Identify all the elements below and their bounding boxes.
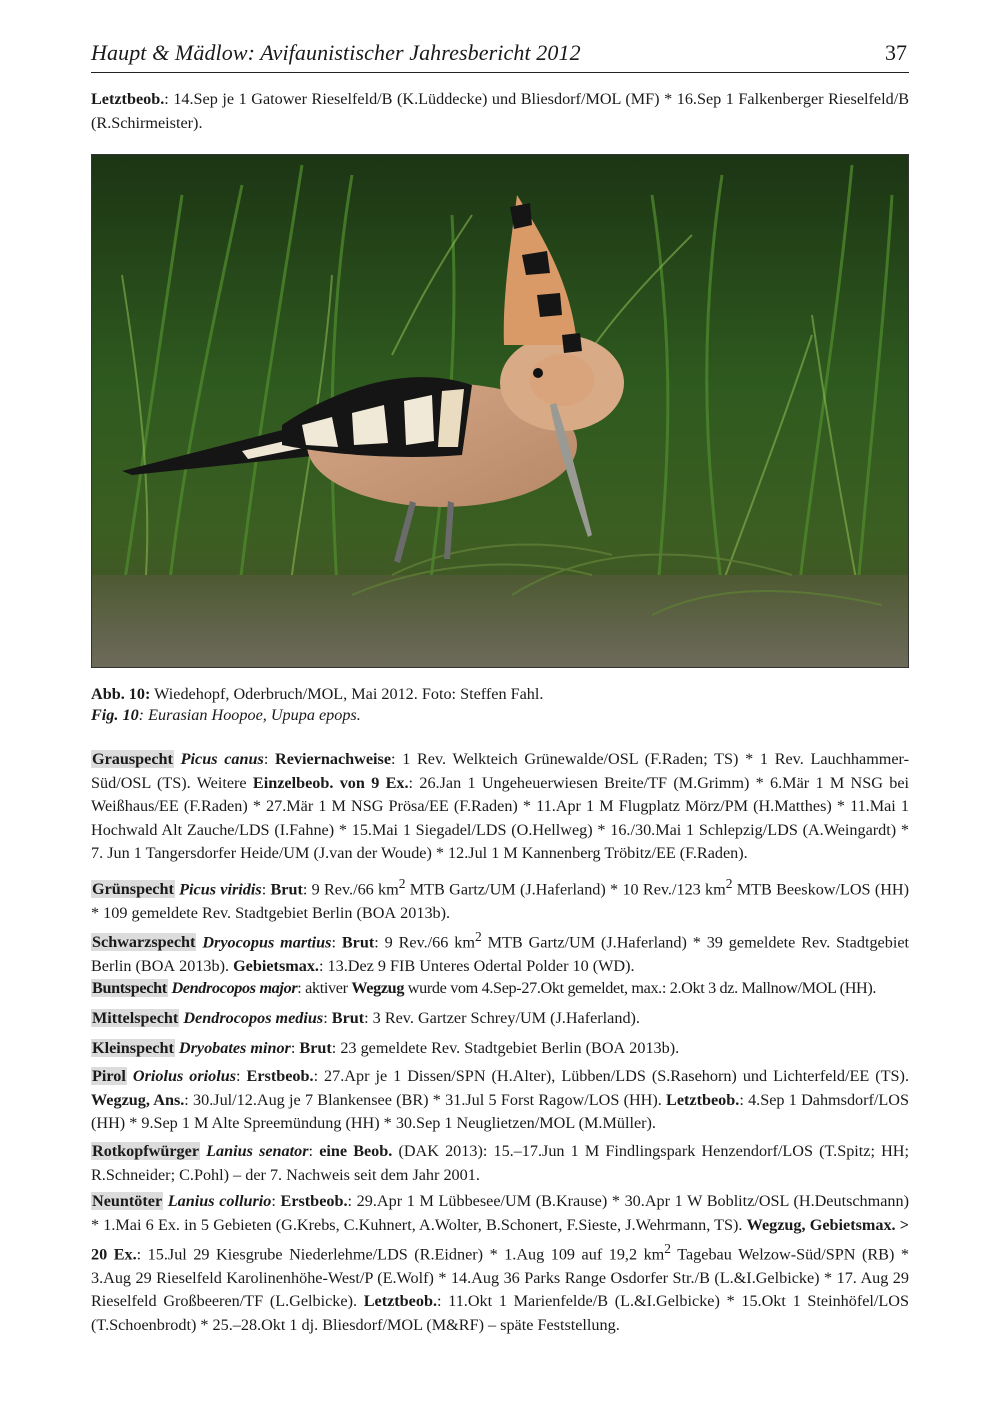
species-name: Rotkopfwürger <box>92 1142 200 1160</box>
entry-text: Tagebau Welzow-Süd/SPN (RB) * 3.Aug 29 Rieselfeld Karolinenhöhe-West/P (E.Wolf) * 14.Aug 36 Parks Range Osdorfer Str./B (L.&I.Gelbicke) * 17. Aug 29 Rieselfeld Großbeeren/TF (L.Gelbicke). <box>91 1245 909 1311</box>
entry-text: 2013b). <box>625 1039 680 1057</box>
species-name: Schwarzspecht <box>92 933 196 952</box>
species-name: Kleinspecht <box>92 1039 174 1057</box>
species-name: Buntspecht <box>92 979 167 997</box>
reference-abbr: BOA <box>591 1039 626 1057</box>
keyword: Brut <box>331 1009 365 1027</box>
figure-caption <box>91 684 543 726</box>
species-name: Grauspecht <box>92 750 173 768</box>
caption-text-en: : Eurasian Hoopoe, Upupa epops. <box>138 706 361 724</box>
keyword: Reviernachweise <box>275 750 392 768</box>
entry-text: : 26.Jan 1 Ungeheuerwiesen Breite/TF (M.Grimm) * 6.Mär 1 M NSG bei Weißhaus/EE (F.Raden) * 27.Mär 1 M NSG Prösa/EE (F.Raden) * 11.Apr 1 M Flugplatz Mörz/PM (H.Matthes) * 11.Mai 1 Hochwald Alt Zauche/LDS (I.Fahne) * 15.Mai 1 Siegadel/LDS (O.Hellweg) * 16./30.Mai 1 Schlepzig/LDS (A.Weingardt) * 7. Jun 1 Tangersdorfer Heide/UM (J.van der Woude) * 12.Jul 1 M Kannenberg Tröbitz/EE (F.Raden). <box>91 773 909 862</box>
entry-gruenspecht: Grünspecht Picus viridis: Brut: 9 Rev./66 $km^2$ MTB Gartz/UM (J.Haferland) * 10 Rev./123 $km^2$ MTB Beeskow/LOS (HH) * 109 gemeldete Rev. Stadtgebiet Berlin (BOA 2013b). <box>91 876 909 922</box>
hoopoe-photo <box>91 154 909 668</box>
entry-text: MTB Gartz/UM (J.Haferland) * 10 Rev./123 km <box>405 880 726 899</box>
entry-text: : 29.Apr 1 M Lübbesee/UM (B.Krause) * 30.Apr 1 W Boblitz/OSL (H.Deutschmann) * 1.Mai 6 Ex. in 5 Gebieten (G.Krebs, C.Kuhnert, A.Wolter, B.Schonert, F.Sieste, J.Wehrmann, TS). <box>91 1192 910 1234</box>
superscript: 2 <box>398 876 406 891</box>
entry-text: 2013): 15.–17.Jun 1 M Findlingspark Henzendorf/LOS (T.Spitz; HH; R.Schneider; C.Pohl) – der 7. Nachweis seit dem Jahr 2001. <box>91 1142 909 1184</box>
superscript: 2 <box>664 1241 672 1256</box>
entry-rotkopfwuerger: Rotkopfwürger Lanius senator: eine Beob. (DAK 2013): 15.–17.Jun 1 M Findlingspark Henzendorf/LOS (T.Spitz; HH; R.Schneider; C.Pohl) – der 7. Nachweis seit dem Jahr 2001. <box>91 1142 909 1184</box>
caption-text-de: Wiedehopf, Oderbruch/MOL, Mai 2012. Foto: Steffen Fahl. <box>150 685 544 703</box>
keyword: Letztbeob. <box>363 1292 437 1311</box>
keyword: Letztbeob. <box>666 1090 740 1109</box>
keyword: Brut <box>299 1039 332 1057</box>
superscript: 2 <box>725 876 733 891</box>
species-name: Pirol <box>92 1067 126 1085</box>
entry-text: : 11.Okt 1 Marienfelde/B (L.&I.Gelbicke) * 15.Okt 1 Steinhöfel/LOS (T.Schoenbrodt) * 25.–28.Okt 1 dj. Bliesdorf/MOL (M&RF) – späte Feststellung. <box>91 1292 909 1334</box>
scientific-name: Picus canus <box>180 750 264 768</box>
scientific-name: Lanius senator <box>206 1142 309 1160</box>
entry-text: 2013b). <box>175 956 234 975</box>
caption-label-de: Abb. 10: <box>91 685 151 703</box>
entry-text: wurde vom 4.Sep-27.Okt gemeldet, max.: 2.Okt 3 dz. Mallnow/MOL (HH). <box>404 979 877 997</box>
keyword: Brut <box>270 880 303 899</box>
species-name: Mittelspecht <box>92 1009 179 1027</box>
entry-text: ( <box>392 1142 404 1160</box>
scientific-name: Oriolus oriolus <box>132 1067 237 1085</box>
species-name: Grünspecht <box>92 880 174 899</box>
scientific-name: Dendrocopos medius <box>183 1009 324 1027</box>
lead-paragraph <box>91 88 909 135</box>
reference-abbr: DAK <box>403 1142 439 1160</box>
keyword: Wegzug <box>351 979 405 997</box>
species-name: Neuntöter <box>92 1192 163 1210</box>
entry-buntspecht <box>91 977 909 1001</box>
entry-text: : 30.Jul/12.Aug je 7 Blankensee (BR) * 31.Jul 5 Forst Ragow/LOS (HH). <box>184 1090 667 1109</box>
keyword: eine Beob. <box>319 1142 393 1160</box>
caption-english <box>91 705 543 726</box>
keyword: Einzelbeob. von 9 Ex. <box>252 773 409 792</box>
lead-label: Letztbeob. <box>91 90 165 108</box>
entry-text: : 23 gemeldete Rev. Stadtgebiet Berlin ( <box>331 1039 592 1057</box>
journal-title: Haupt & Mädlow: Avifaunistischer Jahresbericht 2012 <box>91 40 581 65</box>
keyword: Erstbeob. <box>246 1067 314 1085</box>
keyword: Erstbeob. <box>280 1192 348 1210</box>
entry-mittelspecht: Mittelspecht Dendrocopos medius: Brut: 3 Rev. Gartzer Schrey/UM (J.Haferland). <box>92 1009 640 1027</box>
entry-text: : 13.Dez 9 FIB Unteres Odertal Polder 10 (WD). <box>318 956 635 975</box>
hoopoe-photo-illustration <box>92 155 908 667</box>
entry-text: : 9 Rev./66 km <box>302 880 399 899</box>
keyword: Wegzug, Gebietsmax. > 20 Ex. <box>91 1215 910 1264</box>
entry-text: : 4.Sep 1 Dahmsdorf/LOS (HH) * 9.Sep 1 M Alte Spreemündung (HH) * 30.Sep 1 Neuglietzen/MOL (M.Müller). <box>91 1090 909 1132</box>
entry-text: : 9 Rev./66 km <box>374 933 475 952</box>
caption-label-en: Fig. 10 <box>91 706 139 724</box>
entry-neuntoeter: Neuntöter Lanius collurio: Erstbeob.: 29.Apr 1 M Lübbesee/UM (B.Krause) * 30.Apr 1 W Boblitz/OSL (H.Deutschmann) * 1.Mai 6 Ex. in 5 Gebieten (G.Krebs, C.Kuhnert, A.Wolter, B.Schonert, F.Sieste, J.Wehrmann, TS). Wegzug, Gebietsmax. > 20 Ex.: 15.Jul 29 Kiesgrube Niederlehme/LDS (R.Eidner) * 1.Aug 109 auf 19,2 $km^2$ Tagebau Welzow-Süd/SPN (RB) * 3.Aug 29 Rieselfeld Karolinenhöhe-West/P (E.Wolf) * 14.Aug 36 Parks Range Osdorfer Str./B (L.&I.Gelbicke) * 17. Aug 29 Rieselfeld Großbeeren/TF (L.Gelbicke). Letztbeob.: 11.Okt 1 Marienfelde/B (L.&I.Gelbicke) * 15.Okt 1 Steinhöfel/LOS (T.Schoenbrodt) * 25.–28.Okt 1 dj. Bliesdorf/MOL (M&RF) – späte Feststellung. <box>91 1192 910 1334</box>
reference-abbr: BOA <box>140 956 176 975</box>
entry-text: MTB Gartz/UM (J.Haferland) * 39 gemeldete Rev. Stadtgebiet Berlin ( <box>91 933 910 975</box>
keyword: Brut <box>341 933 375 952</box>
keyword: Gebietsmax. <box>233 956 319 975</box>
keyword: Wegzug, Ans. <box>91 1090 185 1109</box>
entry-grauspecht: Grauspecht Picus canus: Reviernachweise: 1 Rev. Welkteich Grünewalde/OSL (F.Raden; TS) * 1 Rev. Lauchhammer-Süd/OSL (TS). Weitere Einzelbeob. von 9 Ex.: 26.Jan 1 Ungeheuerwiesen Breite/TF (M.Grimm) * 6.Mär 1 M NSG bei Weißhaus/EE (F.Raden) * 27.Mär 1 M NSG Prösa/EE (F.Raden) * 11.Apr 1 M Flugplatz Mörz/PM (H.Matthes) * 11.Mai 1 Hochwald Alt Zauche/LDS (I.Fahne) * 15.Mai 1 Siegadel/LDS (O.Hellweg) * 16./30.Mai 1 Schlepzig/LDS (A.Weingardt) * 7. Jun 1 Tangersdorfer Heide/UM (J.van der Woude) * 12.Jul 1 M Kannenberg Tröbitz/EE (F.Raden). <box>91 750 910 862</box>
entry-schwarzspecht: Schwarzspecht Dryocopus martius: Brut: 9 Rev./66 $km^2$ MTB Gartz/UM (J.Haferland) * 39 gemeldete Rev. Stadtgebiet Berlin (BOA 2013b). Gebietsmax.: 13.Dez 9 FIB Unteres Odertal Polder 10 (WD). <box>91 929 910 975</box>
entry-text: : 3 Rev. Gartzer Schrey/UM (J.Haferland). <box>364 1009 640 1027</box>
entry-kleinspecht: Kleinspecht Dryobates minor: Brut: 23 gemeldete Rev. Stadtgebiet Berlin (BOA 2013b). <box>92 1039 680 1057</box>
scientific-name: Picus viridis <box>179 880 262 899</box>
entry-text: : aktiver <box>297 979 352 997</box>
entry-text: : 15.Jul 29 Kiesgrube Niederlehme/LDS (R.Eidner) * 1.Aug 109 auf 19,2 km <box>136 1245 665 1264</box>
entry-text: : 27.Apr je 1 Dissen/SPN (H.Alter), Lübben/LDS (S.Rasehorn) und Lichterfeld/EE (TS). <box>313 1067 909 1085</box>
entry-pirol: Pirol Oriolus oriolus: Erstbeob.: 27.Apr je 1 Dissen/SPN (H.Alter), Lübben/LDS (S.Rasehorn) und Lichterfeld/EE (TS). Wegzug, Ans.: 30.Jul/12.Aug je 7 Blankensee (BR) * 31.Jul 5 Forst Ragow/LOS (HH). Letztbeob.: 4.Sep 1 Dahmsdorf/LOS (HH) * 9.Sep 1 M Alte Spreemündung (HH) * 30.Sep 1 Neuglietzen/MOL (M.Müller). <box>91 1067 909 1132</box>
scientific-name: Dryocopus martius <box>202 933 332 952</box>
entry-text: MTB Beeskow/LOS (HH) * 109 gemeldete Rev. Stadtgebiet Berlin ( <box>91 880 909 922</box>
scientific-name: Dendrocopos major <box>171 979 298 997</box>
caption-german <box>91 684 543 705</box>
page-number: 37 <box>885 40 907 65</box>
reference-abbr: BOA <box>361 903 397 922</box>
scientific-name: Lanius collurio <box>167 1192 272 1210</box>
superscript: 2 <box>474 929 482 944</box>
entry-text: 2013b). <box>396 903 451 922</box>
lead-text: : 14.Sep je 1 Gatower Rieselfeld/B (K.Lüddecke) und Bliesdorf/MOL (MF) * 16.Sep 1 Falkenberger Rieselfeld/B (R.Schirmeister). <box>91 90 909 132</box>
scientific-name: Dryobates minor <box>178 1039 291 1057</box>
running-header <box>91 38 909 73</box>
entry-text: : 1 Rev. Welkteich Grünewalde/OSL (F.Raden; TS) * 1 Rev. Lauchhammer-Süd/OSL (TS). Weitere <box>91 750 910 792</box>
